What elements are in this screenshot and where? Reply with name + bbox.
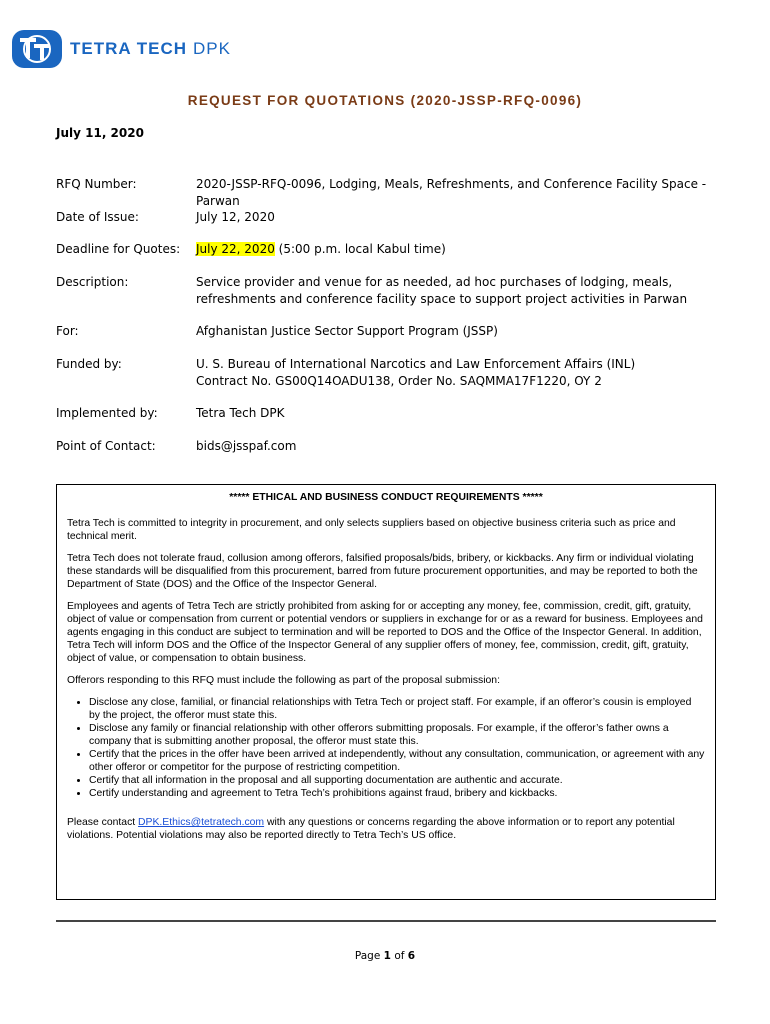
deadline-date-highlight: July 22, 2020 — [196, 242, 275, 256]
ethics-paragraph-1: Tetra Tech is committed to integrity in procurement, and only selects suppliers based on objective business criteria such as price and technical merit. — [67, 518, 676, 542]
tetra-tech-logo-icon — [12, 30, 62, 68]
field-label: Funded by: — [56, 357, 122, 371]
page-total: 6 — [407, 950, 416, 962]
field-value: Afghanistan Justice Sector Support Program (JSSP) — [196, 324, 498, 338]
logo-name: TETRA TECH — [70, 39, 188, 58]
funded-line-1: U. S. Bureau of International Narcotics and Law Enforcement Affairs (INL) — [196, 357, 636, 371]
document-title: REQUEST FOR QUOTATIONS (2020-JSSP-RFQ-0096) — [187, 93, 583, 108]
field-date-of-issue — [56, 209, 736, 226]
ethics-heading: ***** ETHICAL AND BUSINESS CONDUCT REQUIREMENTS ***** — [229, 492, 543, 503]
list-item: • Certify that the prices in the offer have been arrived at independently, without any consultation, communication, or agreement with any other offeror or competitor for the purpose of restricting competition. — [89, 748, 705, 774]
logo-suffix: DPK — [193, 39, 231, 58]
field-label: Implemented by: — [56, 406, 158, 420]
footer-divider — [56, 920, 716, 922]
field-label: For: — [56, 324, 79, 338]
ethics-contact-paragraph — [67, 816, 705, 842]
field-for — [56, 323, 736, 340]
ethics-paragraph-2: Tetra Tech does not tolerate fraud, collusion among offerors, falsified proposals/bids, bribery, or kickbacks. Any firm or individual violating these standards will be disqualified from this procurement, barred from future procurement opportunities, and may be reported to both the Department of State (DOS) and the Office of the Inspector General. — [67, 553, 698, 590]
page-word: Page — [354, 950, 381, 962]
logo-wordmark — [70, 39, 231, 59]
field-value: Service provider and venue for as needed, ad hoc purchases of lodging, meals, refreshments and conference facility space to support project activities in Parwan — [196, 275, 688, 306]
page-number: 1 — [383, 950, 391, 962]
field-funded-by — [56, 356, 736, 390]
field-deadline — [56, 241, 736, 258]
field-label: Description: — [56, 275, 129, 289]
field-value: bids@jsspaf.com — [196, 439, 297, 453]
ethics-bullet-list — [67, 696, 705, 800]
field-rfq-number — [56, 176, 736, 210]
field-implemented-by — [56, 405, 736, 422]
contact-prefix: Please contact — [67, 817, 139, 828]
ethics-box — [56, 484, 716, 900]
list-item: • Certify that all information in the proposal and all supporting documentation are authentic and accurate. — [89, 774, 705, 787]
field-description — [56, 274, 736, 308]
deadline-time: (5:00 p.m. local Kabul time) — [274, 242, 446, 256]
ethics-paragraph-3: Employees and agents of Tetra Tech are strictly prohibited from asking for or accepting any money, fee, commission, credit, gift, gratuity, object of value or compensation from current or potential vendors or suppliers in exchange for or as a reward for business. Employees and agents engaging in this conduct are subject to termination and will be reported to DOS and the Office of the Inspector General. In addition, Tetra Tech will inform DOS and the Office of the Inspector General of any supplier offers of money, fee, commission, credit, gift, gratuity, object of value, or compensation to obtain business. — [67, 601, 703, 664]
of-word: of — [394, 950, 405, 962]
field-value — [196, 356, 736, 390]
document-date: July 11, 2020 — [56, 126, 144, 140]
field-value — [196, 241, 736, 258]
field-value: Tetra Tech DPK — [196, 406, 285, 420]
contact-suffix: with any questions or concerns regarding the above information or to report any potential violations. Potential violations may also be reported directly to Tetra Tech’s US office. — [67, 817, 675, 841]
tetra-tech-logo — [12, 28, 231, 70]
list-item: • Certify understanding and agreement to Tetra Tech’s prohibitions against fraud, bribery and kickbacks. — [89, 787, 705, 800]
page-footer — [0, 950, 770, 962]
ethics-email-link[interactable]: DPK.Ethics@tetratech.com — [138, 817, 265, 828]
ethics-paragraph-4: Offerors responding to this RFQ must include the following as part of the proposal submission: — [67, 675, 500, 686]
list-item: • Disclose any close, familial, or financial relationships with Tetra Tech or project staff. For example, if an offeror’s cousin is employed by the project, the offeror must state this. — [89, 696, 705, 722]
field-value: July 12, 2020 — [196, 210, 275, 224]
list-item: • Disclose any family or financial relationship with other offerors submitting proposals. For example, if the offeror’s father owns a company that is submitting another proposal, the offeror must state this. — [89, 722, 705, 748]
field-point-of-contact — [56, 438, 736, 455]
funded-line-2: Contract No. GS00Q14OADU138, Order No. SAQMMA17F1220, OY 2 — [196, 374, 602, 388]
field-label: Point of Contact: — [56, 439, 156, 453]
field-label: RFQ Number: — [56, 177, 137, 191]
field-label: Deadline for Quotes: — [56, 242, 181, 256]
field-value: 2020-JSSP-RFQ-0096, Lodging, Meals, Refreshments, and Conference Facility Space - Parwan — [196, 177, 707, 208]
field-label: Date of Issue: — [56, 210, 139, 224]
